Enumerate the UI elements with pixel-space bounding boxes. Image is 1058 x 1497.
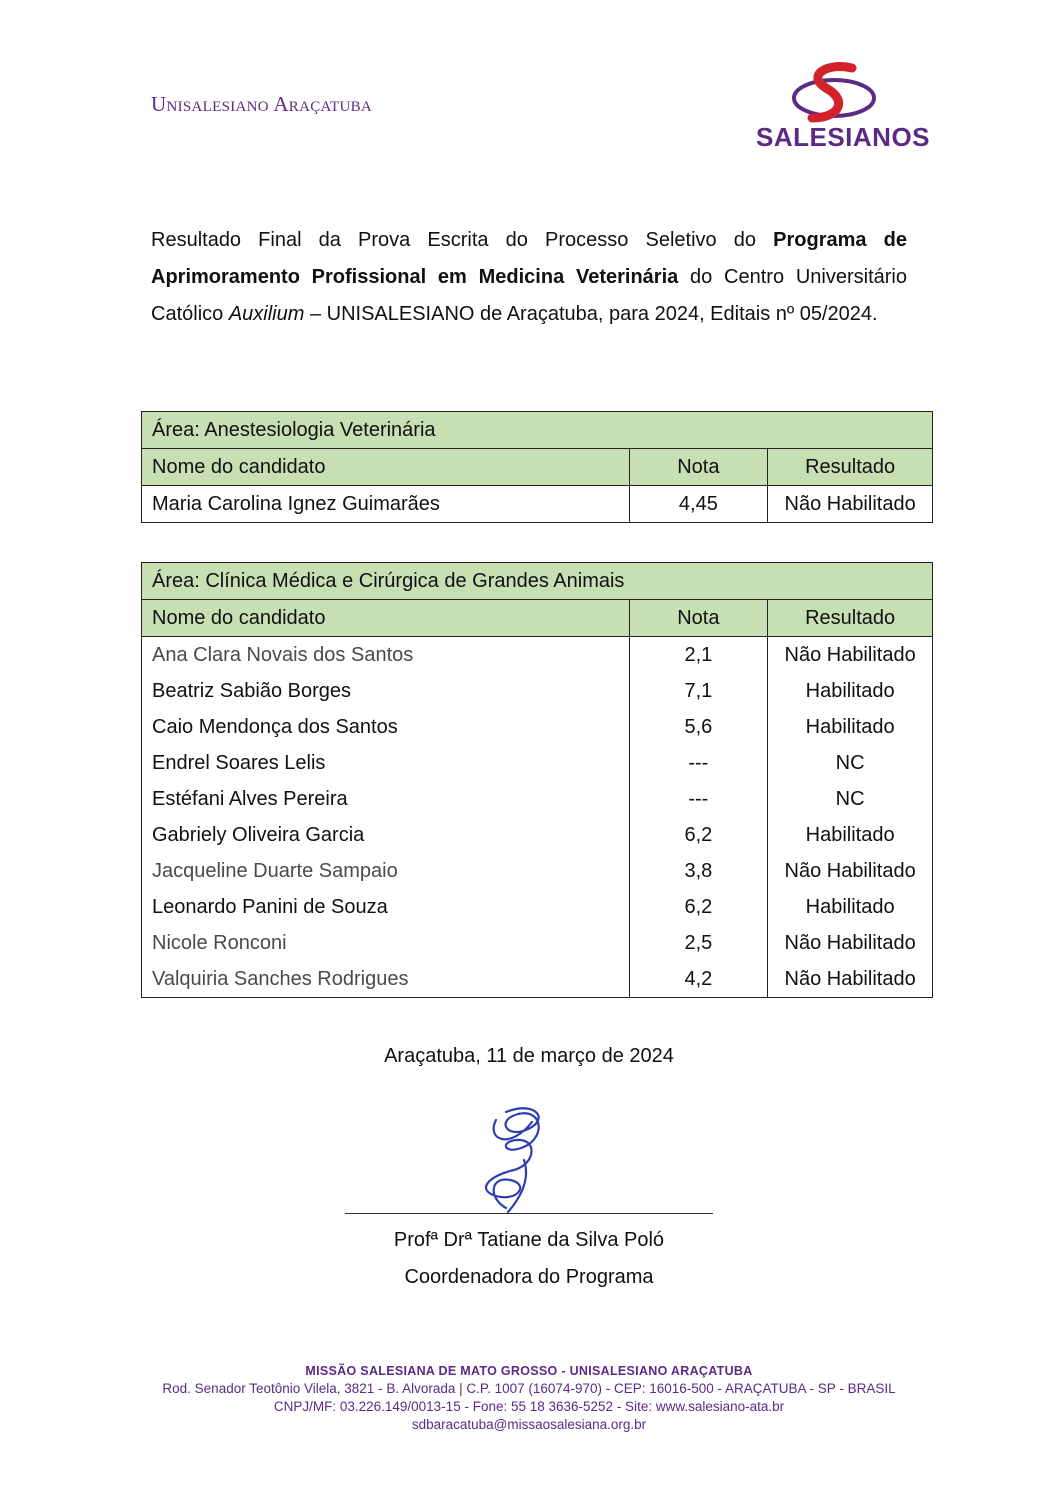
candidate-nota: 6,2	[629, 889, 768, 925]
candidate-nota: 4,2	[629, 961, 768, 998]
institution-name: Unisalesiano Araçatuba	[151, 92, 373, 116]
intro-paragraph	[151, 222, 907, 333]
signature-line	[345, 1213, 713, 1214]
candidate-nota: 7,1	[629, 673, 768, 709]
intro-text-2: do Centro Universitário Católico	[151, 266, 907, 325]
candidate-result: Habilitado	[768, 709, 933, 745]
program-name: Programa de Aprimoramento Profissional em Medicina Veterinária	[151, 229, 908, 288]
candidate-name: Nicole Ronconi	[142, 925, 630, 961]
column-header-result: Resultado	[768, 449, 933, 486]
footer-contact: CNPJ/MF: 03.226.149/0013-15 - Fone: 55 18 3636-5252 - Site: www.salesiano-ata.br	[273, 1399, 785, 1414]
table-row	[142, 486, 933, 523]
candidate-name: Jacqueline Duarte Sampaio	[142, 853, 630, 889]
document-date: Araçatuba, 11 de março de 2024	[384, 1045, 674, 1067]
table-row	[142, 817, 933, 853]
candidate-name: Gabriely Oliveira Garcia	[142, 817, 630, 853]
table-row	[142, 889, 933, 925]
table-row	[142, 781, 933, 817]
candidate-name: Valquiria Sanches Rodrigues	[142, 961, 630, 998]
candidate-nota: 5,6	[629, 709, 768, 745]
candidate-result: Não Habilitado	[768, 486, 933, 523]
footer-email: sdbaracatuba@missaosalesiana.org.br	[411, 1417, 647, 1432]
area-title: Área: Anestesiologia Veterinária	[142, 412, 933, 449]
candidate-name: Caio Mendonça dos Santos	[142, 709, 630, 745]
column-header-nota: Nota	[629, 600, 768, 637]
candidate-nota: 2,5	[629, 925, 768, 961]
salesianos-s-icon	[756, 62, 912, 124]
candidate-nota: 3,8	[629, 853, 768, 889]
candidate-result: Habilitado	[768, 889, 933, 925]
column-header-result: Resultado	[768, 600, 933, 637]
intro-text-3: – UNISALESIANO de Araçatuba, para 2024, Editais nº 05/2024.	[304, 303, 878, 325]
results-table-anestesiologia	[141, 411, 933, 523]
signer-name: Profª Drª Tatiane da Silva Poló	[393, 1229, 665, 1251]
footer-institution: MISSÃO SALESIANA DE MATO GROSSO - UNISALESIANO ARAÇATUBA	[305, 1364, 753, 1378]
column-header-nota: Nota	[629, 449, 768, 486]
table-row	[142, 745, 933, 781]
auxilium-italic: Auxilium	[228, 303, 305, 325]
signer-role: Coordenadora do Programa	[404, 1266, 654, 1288]
candidate-result: NC	[768, 745, 933, 781]
logo-text: SALESIANOS	[756, 122, 931, 152]
candidate-nota: 2,1	[629, 637, 768, 674]
table-row	[142, 673, 933, 709]
results-table-grandes-animais	[141, 562, 933, 998]
candidate-nota: ---	[629, 781, 768, 817]
table-row	[142, 853, 933, 889]
candidate-nota: 6,2	[629, 817, 768, 853]
intro-text-1: Resultado Final da Prova Escrita do Processo Seletivo do	[151, 229, 774, 251]
signature-image	[466, 1100, 566, 1216]
candidate-nota: ---	[629, 745, 768, 781]
candidate-name: Maria Carolina Ignez Guimarães	[142, 486, 630, 523]
candidate-name: Estéfani Alves Pereira	[142, 781, 630, 817]
column-header-name: Nome do candidato	[142, 449, 630, 486]
table-row	[142, 637, 933, 674]
candidate-name: Endrel Soares Lelis	[142, 745, 630, 781]
salesianos-logo	[756, 62, 931, 154]
table-row	[142, 925, 933, 961]
area-title: Área: Clínica Médica e Cirúrgica de Grandes Animais	[142, 563, 933, 600]
candidate-nota: 4,45	[629, 486, 768, 523]
candidate-result: Não Habilitado	[768, 925, 933, 961]
candidate-name: Ana Clara Novais dos Santos	[142, 637, 630, 674]
candidate-result: Habilitado	[768, 673, 933, 709]
candidate-name: Beatriz Sabião Borges	[142, 673, 630, 709]
column-header-name: Nome do candidato	[142, 600, 630, 637]
candidate-result: NC	[768, 781, 933, 817]
footer-address: Rod. Senador Teotônio Vilela, 3821 - B. Alvorada | C.P. 1007 (16074-970) - CEP: 16016-500 - ARAÇATUBA - SP - BRASIL	[162, 1381, 896, 1396]
table-row	[142, 709, 933, 745]
candidate-result: Não Habilitado	[768, 637, 933, 674]
candidate-result: Não Habilitado	[768, 961, 933, 998]
candidate-name: Leonardo Panini de Souza	[142, 889, 630, 925]
candidate-result: Habilitado	[768, 817, 933, 853]
table-row	[142, 961, 933, 998]
candidate-result: Não Habilitado	[768, 853, 933, 889]
